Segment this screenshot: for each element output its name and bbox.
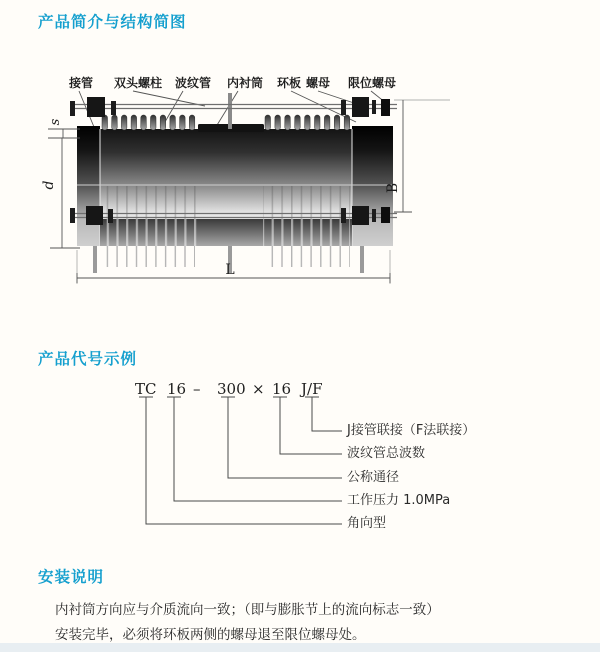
dimension-B [385, 100, 450, 212]
code-segment-waves: 16 [272, 380, 292, 398]
limit-nut-top [381, 99, 390, 116]
code-segment-pressure: 16 [167, 380, 187, 398]
code-segment-times: × [252, 380, 265, 398]
dim-label-d: d [41, 180, 57, 190]
code-callout-type: 角向型 [347, 516, 387, 531]
dim-label-L: L [225, 262, 235, 278]
code-callout-connection: J接管联接（F法联接） [347, 423, 476, 438]
structure-diagram [30, 62, 460, 300]
code-segment-diameter: 300 [217, 380, 246, 398]
dim-label-s: s [48, 118, 63, 126]
tie-rod-top [70, 97, 397, 117]
code-segment-dash: – [193, 380, 201, 398]
expansion-joint-body [77, 93, 393, 273]
code-callout-pressure: 工作压力 1.0MPa [347, 493, 451, 508]
left-end-block [77, 126, 100, 246]
left-stud-bottom [93, 246, 97, 273]
install-line-1: 内衬筒方向应与介质流向一致；（即与膨胀节上的流向标志一致） [55, 602, 440, 618]
footer-strip [0, 643, 600, 652]
dimension-s [48, 118, 80, 138]
center-stud-top [228, 93, 232, 129]
label-connecting-pipe: 接管 [68, 76, 94, 90]
install-notes [55, 598, 440, 648]
install-line-2: 安装完毕，必须将环板两侧的螺母退至限位螺母处。 [55, 627, 366, 643]
section-heading-code: 产品代号示例 [38, 350, 138, 368]
diagram-part-labels [68, 75, 396, 90]
code-callout-lines [128, 393, 350, 533]
label-nut: 螺母 [305, 76, 331, 90]
label-bellows: 波纹管 [174, 76, 212, 90]
limit-nut-bottom [381, 207, 390, 223]
code-segment-type: TC [135, 380, 157, 398]
section-heading-install: 安装说明 [38, 568, 105, 586]
code-segment-connection: J/F [301, 380, 323, 398]
code-callout-diameter: 公称通径 [347, 470, 400, 485]
right-stud-bottom [360, 246, 364, 273]
dim-label-B: B [385, 182, 401, 194]
label-double-end-stud: 双头螺柱 [113, 76, 163, 90]
code-callout-waves: 波纹管总波数 [347, 446, 426, 461]
label-ring-plate: 环板 [276, 76, 302, 90]
section-heading-intro: 产品简介与结构简图 [38, 13, 187, 31]
dimension-d [41, 138, 80, 248]
label-inner-liner: 内衬筒 [226, 76, 264, 90]
label-limit-nut: 限位螺母 [347, 76, 397, 90]
